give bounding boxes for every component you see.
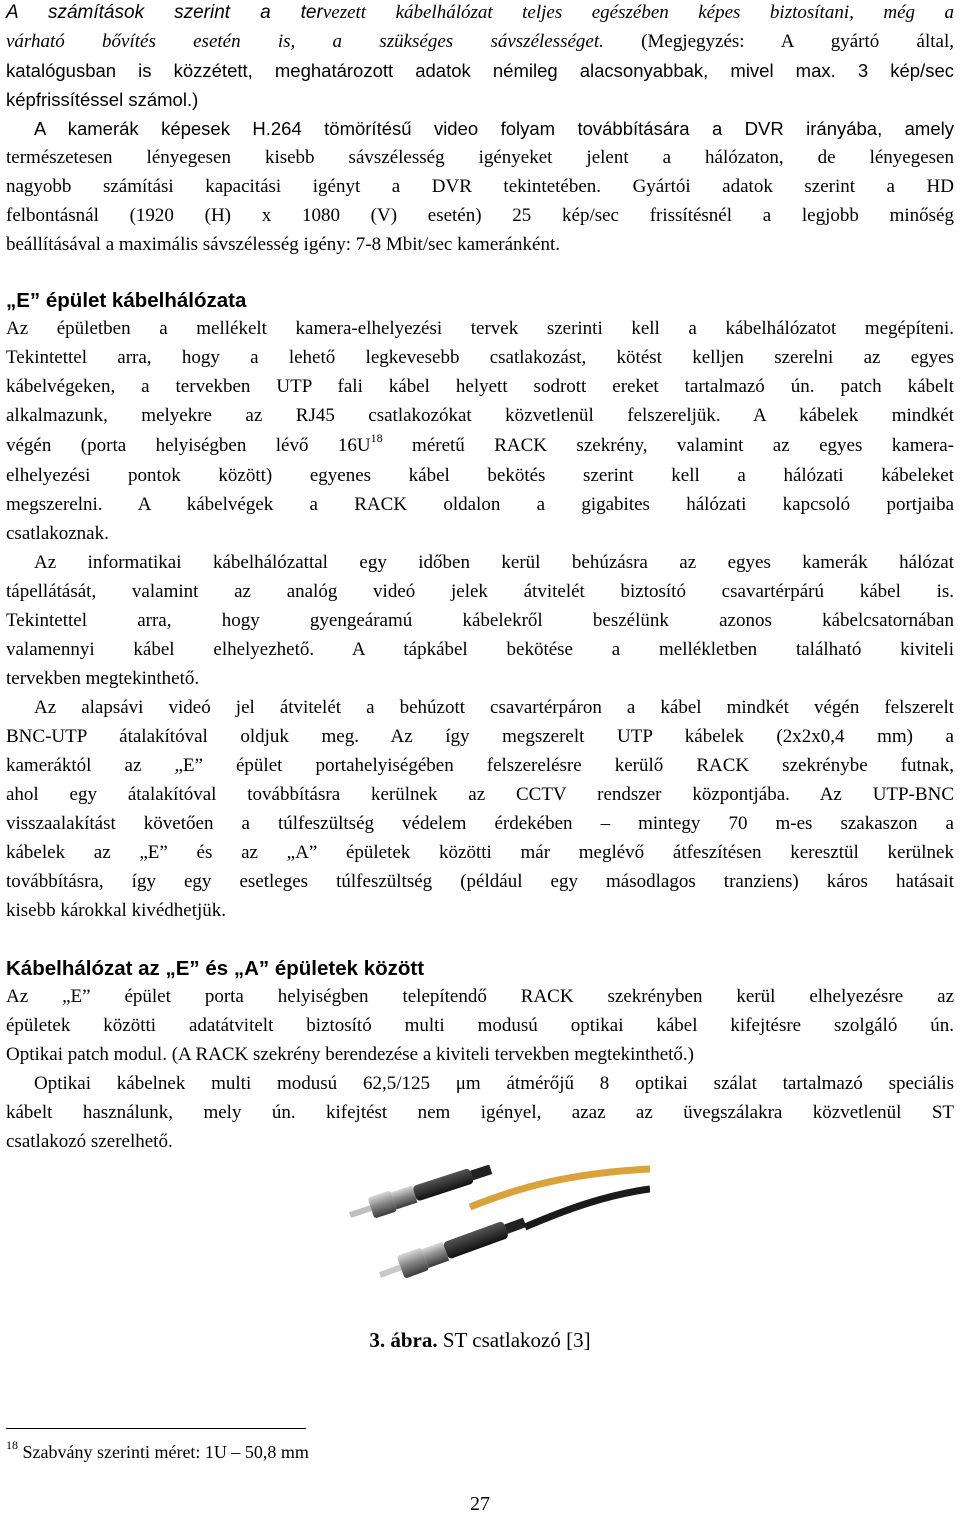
black-cable — [525, 1189, 650, 1227]
paragraph-line: Tekintettel arra, hogy gyengeáramú kábelekről beszélünk azonos kábelcsatornában — [6, 610, 954, 631]
lower-st-connector — [376, 1211, 529, 1286]
footnote-reference: 18 — [370, 430, 383, 445]
paragraph-line: ahol egy átalakítóval továbbításra kerülnek az CCTV rendszer központjába. Az UTP-BNC — [6, 784, 954, 805]
footnote-mark: 18 — [6, 1438, 18, 1452]
caption-text: ST csatlakozó [3] — [437, 1328, 591, 1352]
section-heading: „E” épület kábelhálózata — [6, 289, 247, 312]
upper-st-connector — [347, 1165, 495, 1225]
paragraph-line: kábelvégeken, a tervekben UTP fali kábel helyett sodrott ereket tartalmazó ún. patch kábelt — [6, 376, 954, 397]
paragraph-line: beállításával a maximális sávszélesség igény: 7-8 Mbit/sec kameránként. — [6, 234, 560, 255]
paragraph-line: kábelek az „E” és az „A” épületek közötti már meglévő átfeszítésen keresztül kerülnek — [6, 842, 954, 863]
italic-text: várható bővítés esetén is, a szükséges sávszélességet. — [6, 31, 604, 52]
paragraph-line: elhelyezési pontok között) egyenes kábel bekötés szerint kell a hálózati kábeleket — [6, 465, 954, 486]
paragraph-line: visszaalakítást követően a túlfeszültség védelem érdekében – mintegy 70 m-es szakaszon a — [6, 813, 954, 834]
paragraph-line: felbontásnál (1920 (H) x 1080 (V) esetén) 25 kép/sec frissítésnél a legjobb minőség — [6, 205, 954, 226]
paragraph-line: BNC-UTP átalakítóval oldjuk meg. Az így megszerelt UTP kábelek (2x2x0,4 mm) a — [6, 726, 954, 747]
paragraph-line: nagyobb számítási kapacitási igényt a DVR tekintetében. Gyártói adatok szerint a HD — [6, 176, 954, 197]
footnote — [6, 1438, 309, 1463]
paragraph-line: kisebb károkkal kivédhetjük. — [6, 900, 227, 921]
text-span: végén (porta helyiségben lévő 16U — [6, 435, 371, 456]
paragraph-line: kameráktól az „E” épület portahelyiségében felszerelésre kerülő RACK szekrénybe futnak, — [6, 755, 954, 776]
figure-caption — [0, 1327, 960, 1353]
paragraph-line — [6, 31, 954, 53]
paragraph-line: természetesen lényegesen kisebb sávszélesség igényeket jelent a hálózaton, de lényegesen — [6, 147, 954, 168]
paragraph-line: megszerelni. A kábelvégek a RACK oldalon a gigabites hálózati kapcsoló portjaiba — [6, 494, 954, 515]
footnote-text: Szabvány szerinti méret: 1U – 50,8 mm — [18, 1442, 309, 1462]
paragraph-line — [6, 430, 955, 457]
paragraph-line — [6, 2, 954, 24]
paragraph-line: csatlakoznak. — [6, 523, 109, 544]
paragraph-line: Az alapsávi videó jel átvitelét a behúzott csavartérpáron a kábel mindkét végén felszerelt — [34, 697, 954, 718]
italic-text: A számítások szerint a ter — [6, 2, 323, 23]
paragraph-line: Optikai kábelnek multi modusú 62,5/125 μm átmérőjű 8 optikai szálat tartalmazó speciális — [34, 1073, 954, 1094]
paragraph-line: Az informatikai kábelhálózattal egy időben kerül behúzásra az egyes kamerák hálózat — [34, 552, 954, 573]
caption-label: 3. ábra. — [369, 1328, 438, 1352]
footnote-separator — [6, 1428, 306, 1429]
text-span: méretű RACK szekrény, valamint az egyes kamera- — [382, 435, 955, 456]
orange-cable — [470, 1169, 650, 1207]
paragraph-line: Tekintettel arra, hogy a lehető legkevesebb csatlakozást, kötést kelljen szerelni az egyes — [6, 347, 954, 368]
paragraph-line: Az épületben a mellékelt kamera-elhelyezési tervek szerinti kell a kábelhálózatot megépíteni. — [6, 318, 954, 339]
paragraph-line: tápellátását, valamint az analóg videó jelek átvitelét biztosító csavartérpárú kábel is. — [6, 581, 954, 602]
paragraph-line: Az „E” épület porta helyiségben telepítendő RACK szekrényben kerül elhelyezésre az — [6, 986, 954, 1007]
paragraph-line: továbbításra, így egy esetleges túlfeszültség (például egy másodlagos tranziens) káros hatásait — [6, 871, 954, 892]
paragraph-line: valamennyi kábel elhelyezhető. A tápkábel bekötése a mellékletben található kiviteli — [6, 639, 954, 660]
text-span: (Megjegyzés: A gyártó által, — [603, 31, 954, 52]
paragraph-line: kábelt használunk, mely ún. kifejtést nem igényel, azaz az üvegszálakra közvetlenül ST — [6, 1102, 954, 1123]
paragraph-line: alkalmazunk, melyekre az RJ45 csatlakozókat közvetlenül felszereljük. A kábelek mindkét — [6, 405, 954, 426]
paragraph-line: katalógusban is közzétett, meghatározott adatok némileg alacsonyabbak, mivel max. 3 kép/sec — [6, 60, 954, 81]
section-heading: Kábelhálózat az „E” és „A” épületek között — [6, 957, 425, 980]
paragraph-line: Optikai patch modul. (A RACK szekrény berendezése a kiviteli tervekben megtekinthető.) — [6, 1044, 695, 1065]
page-number: 27 — [470, 1493, 490, 1515]
st-connector-photo — [320, 1165, 650, 1320]
paragraph-line: képfrissítéssel számol.) — [6, 89, 199, 110]
paragraph-line: A kamerák képesek H.264 tömörítésű video folyam továbbítására a DVR irányába, amely — [34, 118, 954, 139]
italic-text: vezett kábelhálózat teljes egészében képes biztosítani, még a — [322, 2, 954, 23]
paragraph-line: épületek közötti adatátvitelt biztosító multi modusú optikai kábel kifejtésre szolgáló ún. — [6, 1015, 954, 1036]
paragraph-line: tervekben megtekinthető. — [6, 668, 200, 689]
paragraph-line: csatlakozó szerelhető. — [6, 1131, 173, 1152]
